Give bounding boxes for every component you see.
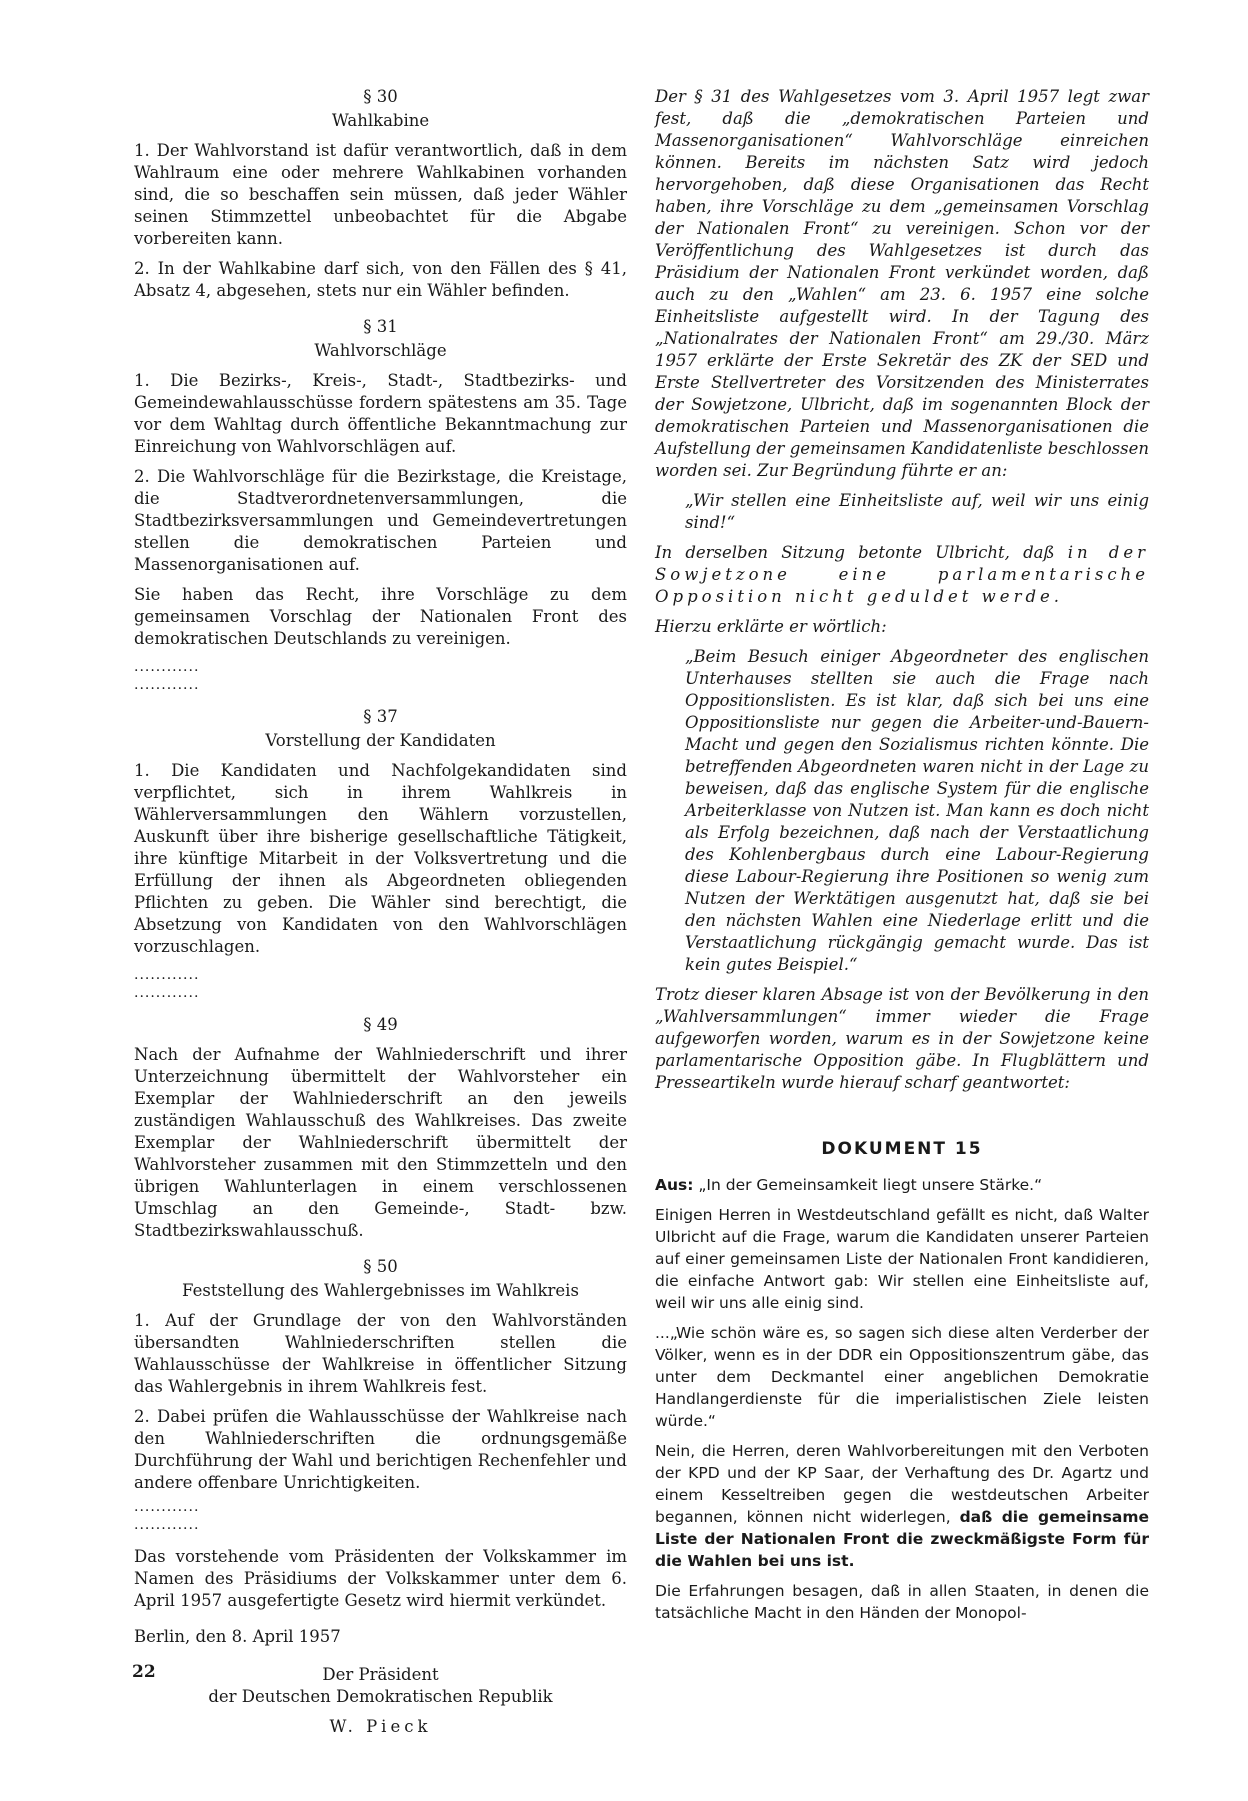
section-49-paragraph-1: Nach der Aufnahme der Wahlniederschrift und ihrer Unterzeichnung übermittelt der Wahlvorsteher ein Exemplar der Wahlniederschrift an den jeweils zuständigen Wahlausschuß des Wahlkreises. Das zweite Exemplar der Wahlniederschrift übermittelt der Wahlvorsteher zusammen mit den Stimmzetteln und den übrigen Wahlunterlagen in einem verschlossenen Umschlag an den Gemeinde-, Stadt- bzw. Stadtbezirkswahlausschuß.: [134, 1045, 627, 1240]
commentary-paragraph-3: Hierzu erklärte er wörtlich:: [655, 617, 887, 636]
section-50-title: Feststellung des Wahlergebnisses im Wahlkreis: [182, 1281, 579, 1300]
document-paragraph-1: Einigen Herren in Westdeutschland gefällt es nicht, daß Walter Ulbricht auf die Frage, warum die Kandidaten unserer Parteien auf einer gemeinsamen Liste der Nationalen Front kandidieren, die einfache Antwort gab: Wir stellen eine Einheitsliste auf, weil wir uns alle einig sind.: [655, 1206, 1149, 1312]
left-column: [134, 86, 627, 1738]
section-37-number: § 37: [363, 707, 398, 726]
closing-paragraph: Das vorstehende vom Präsidenten der Volkskammer im Namen des Präsidiums der Volkskammer unter dem 6. April 1957 ausgefertigte Gesetz wird hiermit verkündet.: [134, 1547, 627, 1610]
section-30-title: Wahlkabine: [331, 111, 430, 130]
section-37-title: Vorstellung der Kandidaten: [265, 731, 496, 750]
section-30-number: § 30: [363, 87, 398, 106]
source-line: Aus: „In der Gemeinsamkeit liegt unsere Stärke.“: [655, 1176, 1043, 1194]
section-50-paragraph-2: 2. Dabei prüfen die Wahlausschüsse der Wahlkreise nach den Wahlniederschriften die ordnungsgemäße Durchführung der Wahl und berichtigen Rechenfehler und andere offenbare Unrichtigkeiten.: [134, 1407, 627, 1492]
quote-1: „Wir stellen eine Einheitsliste auf, weil wir uns einig sind!“: [685, 491, 1149, 532]
signature-subtitle: der Deutschen Demokratischen Republik: [208, 1687, 553, 1706]
section-31-paragraph-3: Sie haben das Recht, ihre Vorschläge zu dem gemeinsamen Vorschlag der Nationalen Front des demokratischen Deutschlands zu vereinigen.: [134, 585, 627, 648]
section-37-paragraph-1: 1. Die Kandidaten und Nachfolgekandidaten sind verpflichtet, sich in ihrem Wahlkreis in Wählerversammlungen den Wählern vorzustellen, Auskunft über ihre bisherige gesellschaftliche Tätigkeit, ihre künftige Mitarbeit in der Volksvertretung und die Erfüllung der ihnen als Abgeordneten obliegenden Pflichten zu geben. Die Wähler sind berechtigt, die Absetzung von Kandidaten von den Wahlvorschlägen vorzuschlagen.: [134, 761, 627, 956]
omission-dots: ............ ............: [134, 967, 200, 1001]
section-49-number: § 49: [363, 1015, 398, 1034]
commentary-paragraph-1: Der § 31 des Wahlgesetzes vom 3. April 1957 legt zwar fest, daß die „demokratischen Parteien und Massenorganisationen“ Wahlvorschläge einreichen können. Bereits im nächsten Satz wird jedoch hervorgehoben, daß diese Organisationen das Recht haben, ihre Vorschläge zu dem „gemeinsamen Vorschlag der Nationalen Front“ zu vereinigen. Schon vor der Veröffentlichung des Wahlgesetzes ist durch das Präsidium der Nationalen Front verkündet worden, daß auch zu den „Wahlen“ am 23. 6. 1957 eine solche Einheitsliste aufgestellt wird. In der Tagung des „Nationalrates der Nationalen Front“ am 29./30. März 1957 erklärte der Erste Sekretär des ZK der SED und Erste Stellvertreter des Vorsitzenden des Ministerrates der Sowjetzone, Ulbricht, daß im sogenannten Block der demokratischen Parteien und Massenorganisationen die Aufstellung der gemeinsamen Kandidatenliste beschlossen worden sei. Zur Begründung führte er an:: [655, 87, 1149, 480]
omission-dots: ............ ............: [134, 1499, 200, 1533]
document-paragraph-3: Nein, die Herren, deren Wahlvorbereitungen mit den Verboten der KPD und der KP Saar, der Verhaftung des Dr. Agartz und einem Kesseltreiben gegen die westdeutschen Arbeiter begannen, können nicht widerlegen, daß die gemeinsame Liste der Nationalen Front die zweckmäßigste Form für die Wahlen bei uns ist.: [655, 1442, 1149, 1570]
commentary-paragraph-4: Trotz dieser klaren Absage ist von der Bevölkerung in den „Wahlversammlungen“ immer wieder die Frage aufgeworfen worden, warum es in der Sowjetzone keine parlamentarische Opposition gäbe. In Flugblättern und Presseartikeln wurde hierauf scharf geantwortet:: [655, 985, 1149, 1092]
page-number: 22: [132, 1662, 156, 1682]
bold-emphasis: daß die gemeinsame Liste der Nationalen Front die zweckmäßigste Form für die Wahlen bei uns ist.: [655, 1508, 1149, 1570]
section-31-title: Wahlvorschläge: [314, 341, 447, 360]
section-31-number: § 31: [363, 317, 398, 336]
right-column: [655, 86, 1149, 1632]
section-30-paragraph-2: 2. In der Wahlkabine darf sich, von den Fällen des § 41, Absatz 4, abgesehen, stets nur ein Wähler befinden.: [134, 259, 627, 300]
document-paragraph-4: Die Erfahrungen besagen, daß in allen Staaten, in denen die tatsächliche Macht in den Händen der Monopol-: [655, 1582, 1149, 1622]
quote-2: „Beim Besuch einiger Abgeordneter des englischen Unterhauses stellten sie auch die Frage nach Oppositionslisten. Es ist klar, daß sich bei uns eine Oppositionsliste nur gegen die Arbeiter-und-Bauern-Macht und gegen den Sozialismus richten könnte. Die betreffenden Abgeordneten waren nicht in der Lage zu beweisen, daß das englische System für die englische Arbeiterklasse von Nutzen ist. Man kann es doch nicht als Erfolg bezeichnen, daß nach der Verstaatlichung des Kohlenbergbaus durch eine Labour-Regierung diese Labour-Regierung ihre Positionen so wenig zum Nutzen der Werktätigen ausgenutzt hat, daß sie bei den nächsten Wahlen eine Niederlage erlitt und die Verstaatlichung rückgängig gemacht wurde. Das ist kein gutes Beispiel.“: [685, 647, 1149, 974]
omission-dots: ............ ............: [134, 659, 200, 693]
section-30-paragraph-1: 1. Der Wahlvorstand ist dafür verantwortlich, daß in dem Wahlraum eine oder mehrere Wahlkabinen vorhanden sind, die so beschaffen sein müssen, daß jeder Wähler seinen Stimmzettel unbeobachtet für die Abgabe vorbereiten kann.: [134, 141, 627, 248]
signature-title: Der Präsident: [322, 1665, 439, 1684]
section-31-paragraph-2: 2. Die Wahlvorschläge für die Bezirkstage, die Kreistage, die Stadtverordnetenversammlungen, die Stadtbezirksversammlungen und Gemeindevertretungen stellen die demokratischen Parteien und Massenorganisationen auf.: [134, 467, 627, 574]
document-heading: DOKUMENT 15: [821, 1139, 983, 1159]
section-31-paragraph-1: 1. Die Bezirks-, Kreis-, Stadt-, Stadtbezirks- und Gemeindewahlausschüsse fordern spätestens am 35. Tage vor dem Wahltag durch öffentliche Bekanntmachung zur Einreichung von Wahlvorschlägen auf.: [134, 371, 627, 456]
section-50-number: § 50: [363, 1257, 398, 1276]
commentary-paragraph-2: In derselben Sitzung betonte Ulbricht, daß in der Sowjetzone eine parlamentarische Opposition nicht geduldet werde.: [655, 543, 1149, 606]
section-50-paragraph-1: 1. Auf der Grundlage der von den Wahlvorständen übersandten Wahlniederschriften stellen die Wahlausschüsse der Wahlkreise in öffentlicher Sitzung das Wahlergebnis in ihrem Wahlkreis fest.: [134, 1311, 627, 1396]
date-line: Berlin, den 8. April 1957: [134, 1627, 341, 1646]
document-paragraph-2: ...„Wie schön wäre es, so sagen sich diese alten Verderber der Völker, wenn es in der DDR ein Oppositionszentrum gäbe, das unter dem Deckmantel einer angeblichen Demokratie Handlangerdienste für die imperialistischen Ziele leisten würde.“: [655, 1324, 1149, 1430]
signature-name: W. Pieck: [329, 1717, 432, 1736]
emphasized-text: in der Sowjetzone eine parlamentarische Opposition nicht geduldet werde.: [655, 543, 1149, 606]
